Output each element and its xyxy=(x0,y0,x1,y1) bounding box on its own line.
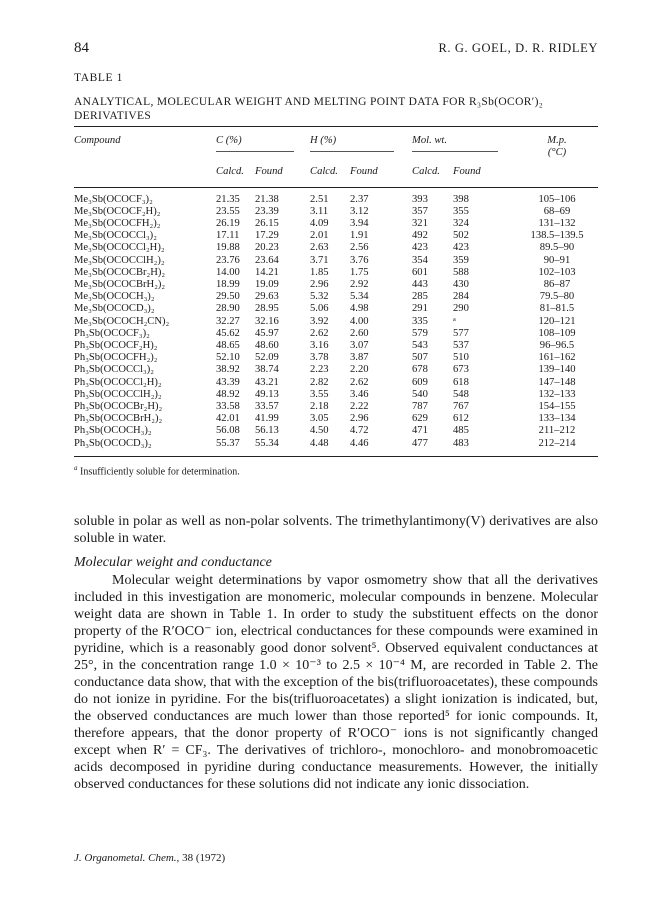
cell-h-found: 2.62 xyxy=(350,376,369,388)
cell-c-calcd: 52.10 xyxy=(216,352,240,364)
cell-mp: 138.5–139.5 xyxy=(530,230,584,242)
cell-mp: 68–69 xyxy=(543,205,571,217)
cell-mp: 96–96.5 xyxy=(539,340,575,352)
cell-mw-found: 483 xyxy=(453,438,516,457)
cell-h-found: 2.22 xyxy=(350,401,369,413)
col-header-molwt xyxy=(412,127,516,160)
cell-c-calcd: 48.92 xyxy=(216,388,240,400)
cell-mw-found: 618 xyxy=(453,376,469,388)
cell-mp: 108–109 xyxy=(538,327,576,339)
col-header-mp-line1: M.p. xyxy=(547,135,567,146)
cell-mw-found: 398 xyxy=(453,193,469,205)
cell-c-calcd: 21.35 xyxy=(216,193,240,205)
cell-c-calcd: 48.65 xyxy=(216,340,240,352)
table-row xyxy=(74,303,598,315)
table-row xyxy=(74,218,598,230)
cell-h-calcd: 4.09 xyxy=(310,218,329,230)
cell-c-found: 21.38 xyxy=(255,193,279,205)
cell-mw-found: 355 xyxy=(453,205,469,217)
subheader-mp-empty xyxy=(516,159,598,187)
cell-mp: 147–148 xyxy=(538,376,576,388)
cell-h-found: 2.96 xyxy=(350,413,369,425)
cell-c-calcd: 14.00 xyxy=(216,266,240,278)
cell-mp: 133–134 xyxy=(538,413,576,425)
cell-h-calcd: 3.05 xyxy=(310,413,329,425)
cell-mw-calcd: 629 xyxy=(412,413,428,425)
cell-c-found: 23.39 xyxy=(255,205,279,217)
cell-mw-found: 502 xyxy=(453,230,469,242)
cell-h-found: 2.92 xyxy=(350,279,369,291)
subheader-mw-calcd: Calcd. xyxy=(412,159,453,187)
cell-c-found: 26.15 xyxy=(255,218,279,230)
cell-h-calcd: 3.55 xyxy=(310,388,329,400)
cell-c-found: 19.09 xyxy=(255,279,279,291)
cell-mw-found: 588 xyxy=(453,266,469,278)
cell-c-calcd: 32.27 xyxy=(216,315,240,327)
cell-mw-found: 284 xyxy=(453,291,469,303)
cell-h-calcd: 3.92 xyxy=(310,315,329,327)
cell-h-calcd: 3.78 xyxy=(310,352,329,364)
cell-compound: Me₃Sb(OCOCCl₂H)₂ xyxy=(74,242,165,254)
cell-mp: 139–140 xyxy=(538,364,576,376)
cell-mw-calcd: 321 xyxy=(412,218,428,230)
cell-c-calcd: 17.11 xyxy=(216,230,240,242)
cell-c-calcd: 55.37 xyxy=(216,438,255,457)
cell-h-found: 3.12 xyxy=(350,205,369,217)
cell-mw-found: 430 xyxy=(453,279,469,291)
cell-c-calcd: 23.55 xyxy=(216,205,240,217)
cell-mp: 105–106 xyxy=(538,193,576,205)
cell-compound: Ph₃Sb(OCOCD₃)₂ xyxy=(74,438,216,457)
cell-compound: Me₃Sb(OCOCF₂H)₂ xyxy=(74,205,161,217)
cell-c-found: 38.74 xyxy=(255,364,279,376)
cell-h-found: 4.00 xyxy=(350,315,369,327)
col-header-compound: Compound xyxy=(74,135,121,146)
body-paragraph-1: soluble in polar as well as non-polar solvents. The trimethylantimony(V) derivatives are also soluble in water. xyxy=(74,514,598,546)
table-row xyxy=(74,291,598,303)
cell-compound: Me₃Sb(OCOCH₃)₂ xyxy=(74,291,155,303)
cell-mp: 161–162 xyxy=(538,352,576,364)
section-heading: Molecular weight and conductance xyxy=(74,555,272,570)
cell-compound: Ph₃Sb(OCOCBr₂H)₂ xyxy=(74,401,163,413)
cell-h-found: 3.87 xyxy=(350,352,369,364)
subheader-mw-found: Found xyxy=(453,159,516,187)
cell-c-found: 45.97 xyxy=(255,327,279,339)
cell-mp: 89.5–90 xyxy=(539,242,575,254)
cell-c-calcd: 28.90 xyxy=(216,303,240,315)
cell-h-calcd: 3.11 xyxy=(310,205,329,217)
cell-compound: Me₃Sb(OCOCCl₃)₂ xyxy=(74,230,157,242)
running-head xyxy=(74,40,598,60)
cell-c-found: 43.21 xyxy=(255,376,279,388)
journal-volume-year: 38 (1972) xyxy=(182,852,226,864)
cell-compound: Ph₃Sb(OCOCFH₂)₂ xyxy=(74,352,158,364)
cell-c-found: 28.95 xyxy=(255,303,279,315)
journal-name: J. Organometal. Chem., xyxy=(74,852,180,864)
cell-compound: Me₃Sb(OCOCBr₂H)₂ xyxy=(74,266,166,278)
cell-c-found: 56.13 xyxy=(255,425,279,437)
cell-mw-found: 485 xyxy=(453,425,469,437)
cell-h-found: 3.94 xyxy=(350,218,369,230)
table-row xyxy=(74,352,598,364)
cell-mw-calcd: 507 xyxy=(412,352,428,364)
cell-mw-calcd: 443 xyxy=(412,279,428,291)
cell-mp: 102–103 xyxy=(538,266,576,278)
cell-mp: 79.5–80 xyxy=(539,291,575,303)
cell-mw-calcd: 601 xyxy=(412,266,428,278)
cell-mw-found: 290 xyxy=(453,303,469,315)
cell-c-found: 20.23 xyxy=(255,242,279,254)
table-row xyxy=(74,267,598,279)
cell-compound: Ph₃Sb(OCOCCl₂H)₂ xyxy=(74,376,162,388)
cell-c-calcd: 23.76 xyxy=(216,254,240,266)
table-row xyxy=(74,242,598,254)
cell-compound: Me₃Sb(OCOCClH₂)₂ xyxy=(74,254,165,266)
cell-h-calcd: 3.16 xyxy=(310,340,329,352)
table-row xyxy=(74,413,598,425)
cell-h-found: 1.91 xyxy=(350,230,369,242)
cell-h-calcd: 2.63 xyxy=(310,242,329,254)
cell-h-calcd: 2.23 xyxy=(310,364,329,376)
cell-mw-calcd: 291 xyxy=(412,303,428,315)
col-header-hydrogen xyxy=(310,127,412,160)
cell-compound: Ph₃Sb(OCOCBrH₂)₂ xyxy=(74,413,163,425)
cell-mw-found: 548 xyxy=(453,388,469,400)
cell-h-calcd: 2.62 xyxy=(310,327,329,339)
cell-compound: Ph₃Sb(OCOCF₂H)₂ xyxy=(74,340,158,352)
cell-h-found: 4.98 xyxy=(350,303,369,315)
cell-c-calcd: 42.01 xyxy=(216,413,240,425)
cell-c-found: 48.60 xyxy=(255,340,279,352)
cell-c-calcd: 45.62 xyxy=(216,327,240,339)
cell-compound: Me₃Sb(OCOCBrH₂)₂ xyxy=(74,279,166,291)
col-header-hydrogen-label: H (%) xyxy=(310,135,402,147)
cell-mw-calcd: 678 xyxy=(412,364,428,376)
cell-h-found: 4.46 xyxy=(350,438,412,457)
table-row xyxy=(74,340,598,352)
cell-c-found: 14.21 xyxy=(255,266,279,278)
cell-compound: Ph₃Sb(OCOCF₃)₂ xyxy=(74,327,150,339)
table-caption: ANALYTICAL, MOLECULAR WEIGHT AND MELTING POINT DATA FOR R₃Sb(OCOR′)₂ DERIVATIVES xyxy=(74,96,544,122)
page-content xyxy=(74,40,598,477)
cell-c-calcd: 38.92 xyxy=(216,364,240,376)
cell-mp: 81–81.5 xyxy=(539,303,575,315)
cell-mw-calcd: 787 xyxy=(412,401,428,413)
footnote-mark: a xyxy=(74,463,78,472)
cell-h-calcd: 5.32 xyxy=(310,291,329,303)
cell-c-calcd: 26.19 xyxy=(216,218,240,230)
table-header-row xyxy=(74,127,598,160)
cell-c-found: 29.63 xyxy=(255,291,279,303)
col-header-mp xyxy=(516,127,598,160)
cell-h-found: 3.07 xyxy=(350,340,369,352)
footnote-text: Insufficiently soluble for determination. xyxy=(80,466,240,478)
cell-mp: 211–212 xyxy=(538,425,576,437)
col-header-mp-line2: (°C) xyxy=(547,147,567,159)
cell-mw-found: 359 xyxy=(453,254,469,266)
table-label: TABLE 1 xyxy=(74,72,123,84)
table-row xyxy=(74,316,598,328)
cell-h-found: 1.75 xyxy=(350,266,369,278)
cell-mp: 120–121 xyxy=(538,315,576,327)
cell-mw-found: 577 xyxy=(453,327,469,339)
cell-mw-calcd: 335 xyxy=(412,315,428,327)
cell-c-found: 55.34 xyxy=(255,438,310,457)
cell-h-found: 2.37 xyxy=(350,193,369,205)
cell-c-calcd: 56.08 xyxy=(216,425,240,437)
cell-mp: 132–133 xyxy=(538,388,576,400)
cell-h-found: 3.76 xyxy=(350,254,369,266)
cell-compound: Ph₃Sb(OCOCH₃)₂ xyxy=(74,425,152,437)
col-header-carbon xyxy=(216,127,310,160)
subheader-empty xyxy=(74,159,216,187)
cell-mw-found: 612 xyxy=(453,413,469,425)
cell-compound: Me₃Sb(OCOCH₂CN)₂ xyxy=(74,315,170,327)
cell-mp: 154–155 xyxy=(538,401,576,413)
cell-mw-calcd: 357 xyxy=(412,205,428,217)
table-row xyxy=(74,364,598,376)
cell-c-calcd: 19.88 xyxy=(216,242,240,254)
cell-h-found: 4.72 xyxy=(350,425,369,437)
cell-mp: 90–91 xyxy=(543,254,571,266)
cell-mw-calcd: 609 xyxy=(412,376,428,388)
data-table xyxy=(74,126,598,457)
cell-compound: Me₃Sb(OCOCD₃)₂ xyxy=(74,303,155,315)
cell-h-found: 2.60 xyxy=(350,327,369,339)
cell-mw-calcd: 423 xyxy=(412,242,428,254)
cell-compound: Ph₃Sb(OCOCClH₂)₂ xyxy=(74,388,162,400)
col-header-molwt-label: Mol. wt. xyxy=(412,135,506,147)
cell-h-calcd: 2.82 xyxy=(310,376,329,388)
table-row xyxy=(74,255,598,267)
table-row xyxy=(74,328,598,340)
cell-h-found: 3.46 xyxy=(350,388,369,400)
subheader-c-found: Found xyxy=(255,159,310,187)
cell-c-found: 17.29 xyxy=(255,230,279,242)
cell-h-calcd: 4.50 xyxy=(310,425,329,437)
table-row xyxy=(74,187,598,206)
table-body xyxy=(74,187,598,456)
table-row xyxy=(74,425,598,437)
cell-h-found: 5.34 xyxy=(350,291,369,303)
table-row xyxy=(74,377,598,389)
subheader-c-calcd: Calcd. xyxy=(216,159,255,187)
col-header-carbon-label: C (%) xyxy=(216,135,302,147)
cell-mw-calcd: 354 xyxy=(412,254,428,266)
cell-mw-calcd: 471 xyxy=(412,425,428,437)
cell-mw-found: 510 xyxy=(453,352,469,364)
cell-c-found: 41.99 xyxy=(255,413,279,425)
cell-mw-calcd: 540 xyxy=(412,388,428,400)
cell-mw-found: 673 xyxy=(453,364,469,376)
cell-c-found: 32.16 xyxy=(255,315,279,327)
cell-h-calcd: 4.48 xyxy=(310,438,350,457)
subheader-h-found: Found xyxy=(350,159,412,187)
running-head-authors: R. G. GOEL, D. R. RIDLEY xyxy=(438,41,598,55)
cell-mw-found: 324 xyxy=(453,218,469,230)
cell-c-calcd: 29.50 xyxy=(216,291,240,303)
table-footnote xyxy=(74,464,598,477)
cell-mw-found: 423 xyxy=(453,242,469,254)
cell-c-calcd: 33.58 xyxy=(216,401,240,413)
table-subheader-row xyxy=(74,159,598,187)
subheader-h-calcd: Calcd. xyxy=(310,159,350,187)
table-row xyxy=(74,401,598,413)
body-paragraph-2: Molecular weight determinations by vapor osmometry show that all the derivatives included in this investigation are monomeric, molecular compounds in benzene. Molecular weight data are shown in Table 1. In order to study the substituent effects on the donor property of the R′OCO⁻ ion, electrical conductances for these compounds were examined in pyridine, which is a reasonably good donor solvent⁵. Observed equivalent conductances at 25°, in the concentration range 1.0 × 10⁻³ to 2.5 × 10⁻⁴ M, are recorded in Table 2. The conductance data show, that with the exception of the bis(trifluoroacetates), these compounds do not ionize in pyridine. For the bis(trifluoroacetates) a slight ionization is indicated, but, the observed conductances are much lower than those reported⁵ for ionic compounds. It, therefore appears, that the donor property of R′OCO⁻ ions is not significantly changed except when R′ = CF₃. The derivatives of trichloro-, monochloro- and monobromoacetic acids decomposed in pyridine during conductance measurements. However, the initially observed conductances for these solutions did not indicate any ionic dissociation. xyxy=(74,573,598,792)
table-row xyxy=(74,279,598,291)
cell-c-found: 49.13 xyxy=(255,388,279,400)
cell-mw-found: 767 xyxy=(453,401,469,413)
cell-c-calcd: 18.99 xyxy=(216,279,240,291)
cell-compound: Ph₃Sb(OCOCCl₃)₂ xyxy=(74,364,154,376)
cell-c-found: 33.57 xyxy=(255,401,279,413)
table-row xyxy=(74,206,598,218)
cell-h-found: 2.56 xyxy=(350,242,369,254)
cell-mw-found: 537 xyxy=(453,340,469,352)
cell-mw-calcd: 543 xyxy=(412,340,428,352)
cell-mw-found: ᵃ xyxy=(453,315,456,327)
cell-mw-calcd: 285 xyxy=(412,291,428,303)
cell-mw-calcd: 492 xyxy=(412,230,428,242)
cell-h-calcd: 2.51 xyxy=(310,193,329,205)
cell-mp: 212–214 xyxy=(516,438,598,457)
cell-mp: 131–132 xyxy=(538,218,576,230)
cell-compound: Me₃Sb(OCOCFH₂)₂ xyxy=(74,218,161,230)
journal-citation xyxy=(74,852,225,864)
table-row xyxy=(74,389,598,401)
cell-mw-calcd: 393 xyxy=(412,193,428,205)
cell-h-calcd: 1.85 xyxy=(310,266,329,278)
cell-h-calcd: 5.06 xyxy=(310,303,329,315)
cell-c-found: 23.64 xyxy=(255,254,279,266)
table-row xyxy=(74,230,598,242)
page-number: 84 xyxy=(74,40,89,56)
cell-h-calcd: 2.01 xyxy=(310,230,329,242)
cell-mw-calcd: 477 xyxy=(412,438,453,457)
cell-compound: Me₃Sb(OCOCF₃)₂ xyxy=(74,193,153,205)
cell-h-calcd: 2.96 xyxy=(310,279,329,291)
table-row xyxy=(74,438,598,457)
cell-h-calcd: 3.71 xyxy=(310,254,329,266)
cell-c-found: 52.09 xyxy=(255,352,279,364)
cell-mp: 86–87 xyxy=(543,279,571,291)
cell-mw-calcd: 579 xyxy=(412,327,428,339)
cell-h-calcd: 2.18 xyxy=(310,401,329,413)
cell-c-calcd: 43.39 xyxy=(216,376,240,388)
cell-h-found: 2.20 xyxy=(350,364,369,376)
